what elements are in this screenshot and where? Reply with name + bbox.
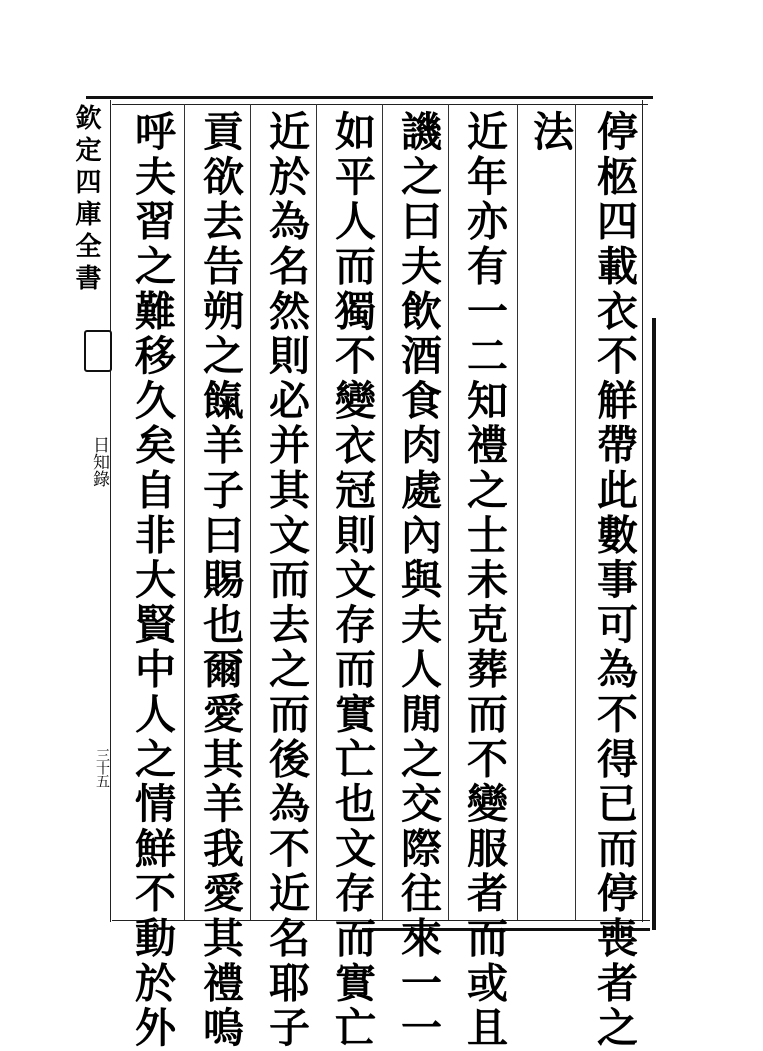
frame-top-border bbox=[86, 96, 653, 99]
text-column-5: 如平人而獨不變衣冠則文存而實亡也文存而實亡 bbox=[328, 110, 376, 1051]
text-column-3: 近年亦有一二知禮之士未克葬而不變服者而或且 bbox=[460, 110, 508, 1051]
text-column-6: 近於為名然則必并其文而去之而後為不近名耶子 bbox=[262, 110, 310, 1051]
text-column-4: 譏之曰夫飲酒食肉處內與夫人閒之交際往來一一 bbox=[394, 110, 442, 1051]
frame-top-inner-border bbox=[112, 104, 648, 105]
text-column-7: 貢欲去告朔之餼羊子曰賜也爾愛其羊我愛其禮嗚 bbox=[196, 110, 244, 1051]
column-rule bbox=[184, 104, 185, 920]
frame-right-inner-border bbox=[642, 100, 643, 922]
frame-bottom-border bbox=[112, 920, 650, 921]
column-rule bbox=[448, 104, 449, 920]
collection-title: 欽定四庫全書 bbox=[71, 104, 101, 296]
page-number: 三十五 bbox=[94, 748, 110, 787]
text-column-8: 呼夫習之難移久矣自非大賢中人之情鮮不動於外 bbox=[128, 110, 176, 1051]
frame-left-border bbox=[110, 100, 111, 922]
column-rule bbox=[382, 104, 383, 920]
column-rule bbox=[517, 104, 518, 920]
text-column-2: 法 bbox=[526, 110, 574, 155]
frame-right-outer-border bbox=[652, 318, 656, 930]
book-title: 日知錄 bbox=[89, 436, 109, 487]
text-column-1: 停柩四載衣不觧帶此數事可為不得已而停喪者之 bbox=[590, 110, 638, 1051]
column-rule bbox=[250, 104, 251, 920]
fish-tail-mark-icon bbox=[84, 330, 112, 372]
column-rule bbox=[316, 104, 317, 920]
